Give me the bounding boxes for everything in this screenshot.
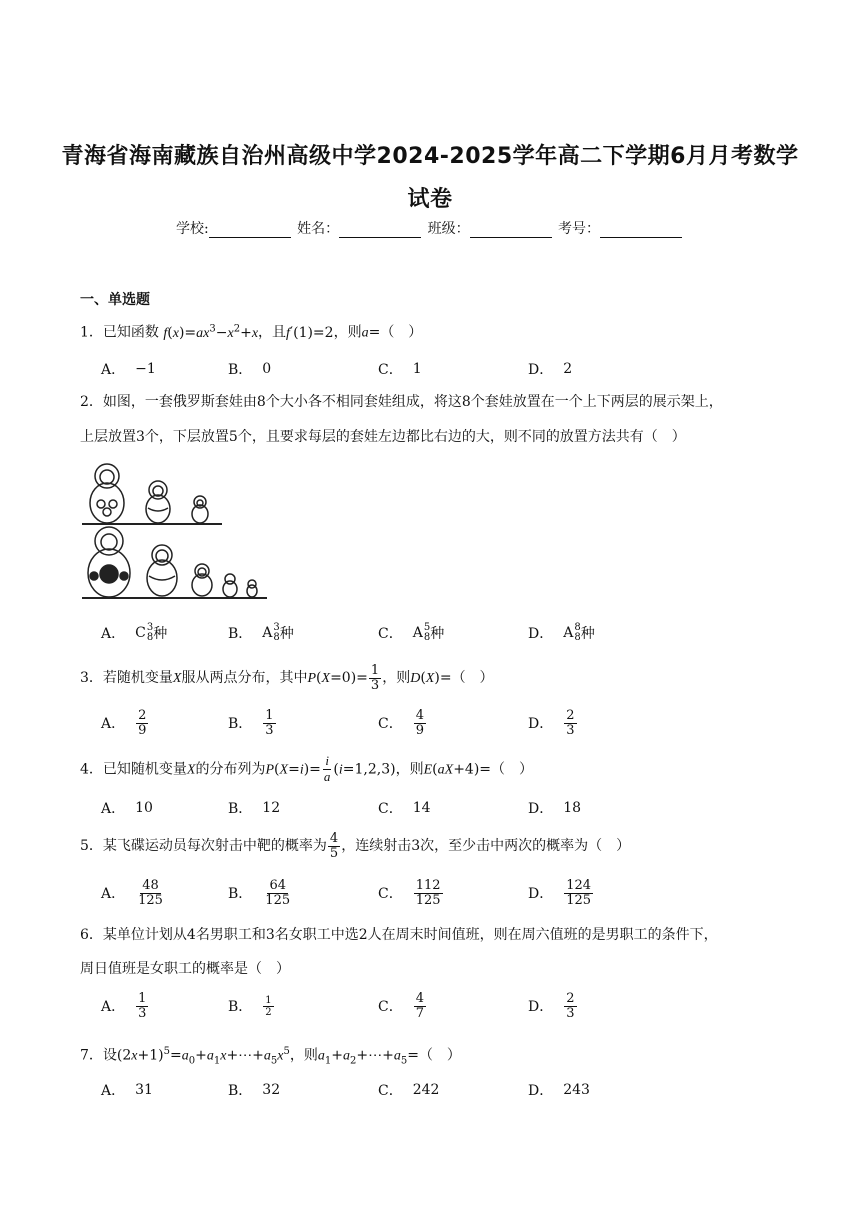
option-c[interactable]: C． $\frac{112}{125}$ bbox=[378, 877, 441, 908]
option-a[interactable]: A． $\frac{48}{125}$ bbox=[101, 877, 163, 908]
exam-title: 青海省海南藏族自治州高级中学2024-2025学年高二下学期6月月考数学 bbox=[61, 144, 799, 169]
question-2-line2: 上层放置3个，下层放置5个，且要求每层的套娃左边都比右边的大，则不同的放置方法共有（ ） bbox=[80, 429, 686, 445]
class-field[interactable] bbox=[470, 223, 552, 238]
option-d[interactable]: D． A 8 8 种 bbox=[528, 622, 595, 643]
option-a[interactable]: A． 10 bbox=[101, 800, 153, 817]
question-3-options bbox=[101, 706, 801, 740]
question-1: 1．已知函数 $f(x)=ax^3-x^2+x$，且f′(1)=2，则a=（ ） bbox=[80, 323, 423, 341]
class-label: 班级： bbox=[427, 221, 470, 237]
doll-icon bbox=[247, 580, 257, 597]
option-d[interactable]: D． 2 bbox=[528, 361, 573, 378]
question-7-options bbox=[101, 1073, 801, 1107]
option-d[interactable]: D． $\frac{2}{3}$ bbox=[528, 707, 575, 738]
doll-icon bbox=[147, 545, 177, 596]
option-c[interactable]: C． 1 bbox=[378, 361, 422, 378]
school-label: 学校: bbox=[175, 221, 209, 237]
question-6-line2: 周日值班是女职工的概率是（ ） bbox=[80, 961, 290, 977]
doll-icon bbox=[90, 464, 124, 523]
name-field[interactable] bbox=[339, 223, 421, 238]
option-b[interactable]: B． 32 bbox=[228, 1082, 281, 1099]
student-info bbox=[0, 218, 860, 238]
question-5: 5．某飞碟运动员每次射击中靶的概率为 $\frac{4}{5}$ ，连续射击3次，至少击中两次的概率为（ ） bbox=[80, 830, 631, 861]
name-label: 姓名： bbox=[297, 221, 340, 237]
option-b[interactable]: B． $\frac{1}{3}$ bbox=[228, 707, 274, 738]
matryoshka-figure bbox=[82, 458, 272, 603]
option-c[interactable]: C． $\frac{4}{9}$ bbox=[378, 707, 424, 738]
option-c[interactable]: C． A 5 8 种 bbox=[378, 622, 445, 643]
option-b[interactable]: B． $\frac{1}{2}$ bbox=[228, 994, 272, 1018]
option-d[interactable]: D． $\frac{124}{125}$ bbox=[528, 877, 592, 908]
option-a[interactable]: A． C 3 8 种 bbox=[101, 622, 168, 643]
option-b[interactable]: B． A 3 8 种 bbox=[228, 622, 294, 643]
option-a[interactable]: A． $\frac{2}{9}$ bbox=[101, 707, 147, 738]
question-7: 7．设$(2x+1)^5=a_0+a_1x+\cdots+a_5x^5$，则$a_1+a_2+\cdots+a_5=$（ ） bbox=[80, 1046, 461, 1067]
option-d[interactable]: D． 243 bbox=[528, 1082, 590, 1099]
exam-number-field[interactable] bbox=[600, 223, 682, 238]
doll-icon bbox=[88, 527, 130, 597]
option-d[interactable]: D． 18 bbox=[528, 800, 582, 817]
question-6-options bbox=[101, 989, 801, 1023]
option-a[interactable]: A． −1 bbox=[101, 361, 156, 378]
question-6: 6．某单位计划从4名男职工和3名女职工中选2人在周末时间值班，则在周六值班的是男职工的条件下， bbox=[80, 927, 718, 943]
school-field[interactable] bbox=[209, 223, 291, 238]
doll-icon bbox=[146, 481, 170, 523]
option-d[interactable]: D． $\frac{2}{3}$ bbox=[528, 990, 575, 1021]
question-5-options bbox=[101, 876, 801, 910]
question-2: 2．如图，一套俄罗斯套娃由8个大小各不相同套娃组成，将这8个套娃放置在一个上下两层的展示架上， bbox=[80, 394, 723, 410]
question-4-options bbox=[101, 791, 801, 825]
question-2-options bbox=[101, 616, 801, 650]
exam-number-label: 考号： bbox=[558, 221, 601, 237]
option-b[interactable]: B． 12 bbox=[228, 800, 281, 817]
question-1-options bbox=[101, 352, 801, 386]
option-a[interactable]: A． 31 bbox=[101, 1082, 153, 1099]
doll-icon bbox=[192, 496, 208, 523]
formula: $f(x)=ax^3-x^2+x$ bbox=[163, 323, 259, 341]
option-c[interactable]: C． 242 bbox=[378, 1082, 440, 1099]
question-3: 3．若随机变量X服从两点分布，其中P(X=0)= $\frac{1}{3}$ ，则D(X)=（ ） bbox=[80, 662, 494, 693]
doll-icon bbox=[223, 574, 237, 597]
option-b[interactable]: B． $\frac{64}{125}$ bbox=[228, 877, 291, 908]
doll-icon bbox=[192, 564, 212, 596]
exam-title-continued: 试卷 bbox=[407, 187, 453, 212]
question-4: 4．已知随机变量X的分布列为P(X=i)= $\frac{i}{a}$ (i=1,2,3)，则E(aX+4)=（ ） bbox=[80, 753, 534, 784]
option-b[interactable]: B． 0 bbox=[228, 361, 272, 378]
option-c[interactable]: C． $\frac{4}{7}$ bbox=[378, 990, 424, 1021]
option-a[interactable]: A． $\frac{1}{3}$ bbox=[101, 990, 147, 1021]
option-c[interactable]: C． 14 bbox=[378, 800, 431, 817]
section-title: 一、单选题 bbox=[80, 292, 150, 308]
